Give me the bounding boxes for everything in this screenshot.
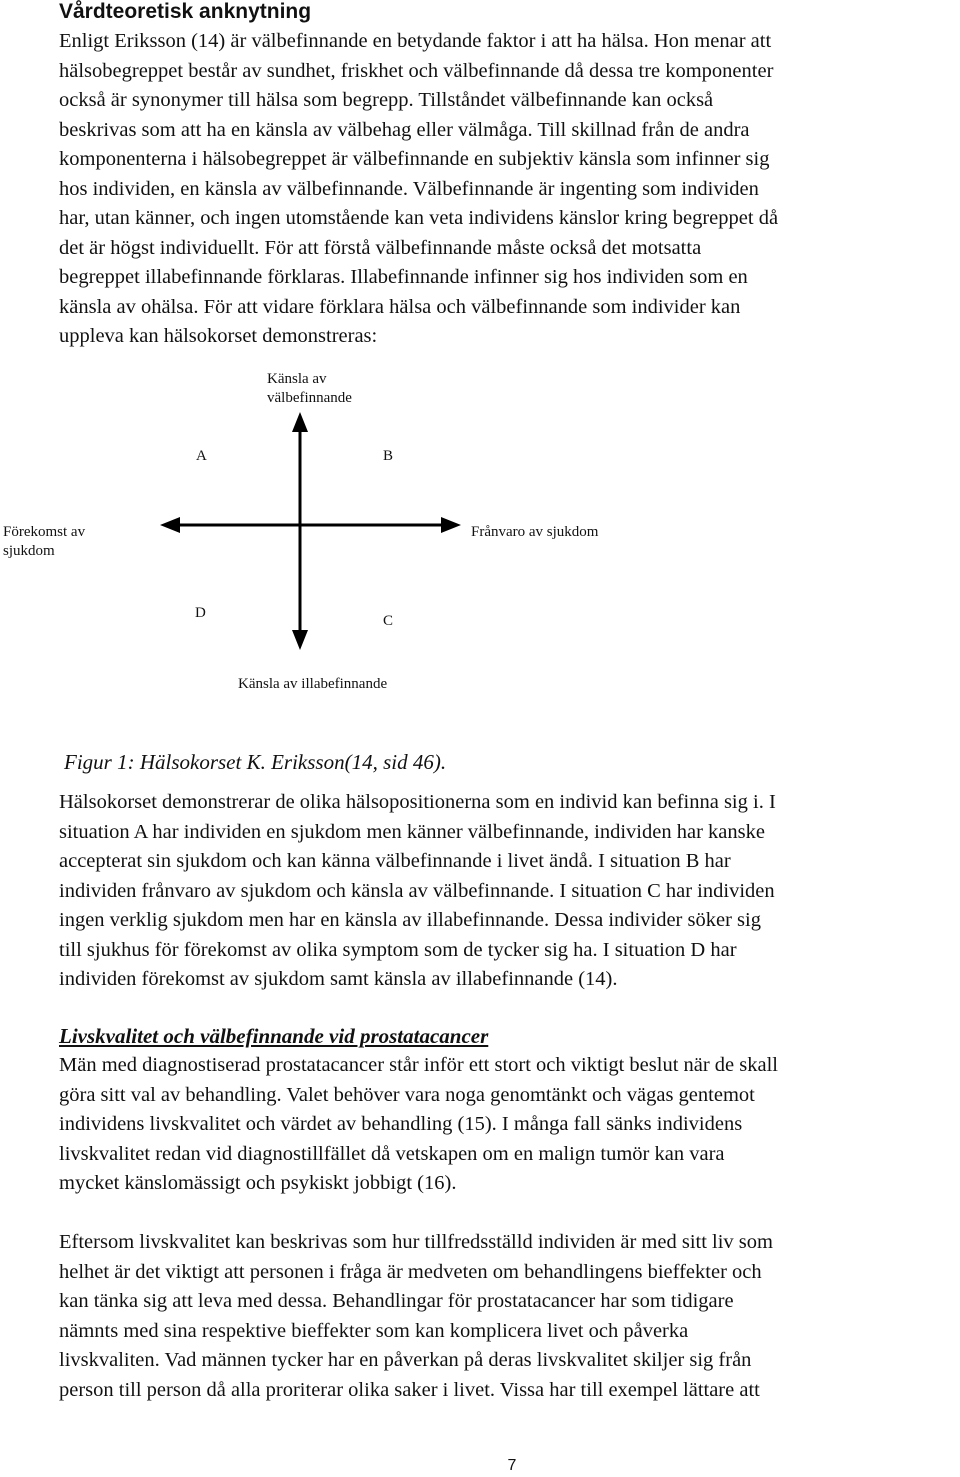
text-line: individen frånvaro av sjukdom och känsla av välbefinnande. I situation C har individen [59,879,775,902]
figure-caption: Figur 1: Hälsokorset K. Eriksson(14, sid 46). [64,750,447,774]
text-line: Eftersom livskvalitet kan beskrivas som hur tillfredsställd individen är med sitt liv som [59,1231,773,1253]
text-line: till sjukhus för förekomst av olika symptom som de tycker sig ha. I situation D har [59,938,737,961]
text-line: mycket känslomässigt och psykiskt jobbigt (16). [59,1172,457,1194]
text-line: livskvaliten. Vad männen tycker har en påverkan på deras livskvalitet skiljer sig från [59,1349,752,1371]
quadrant-c-label: C [383,613,394,629]
quadrant-a-label: A [196,448,207,464]
arrow-up-icon [292,412,308,432]
text-line: känsla av ohälsa. För att vidare förklara hälsa och välbefinnande som individer kan [59,295,741,318]
text-line: begreppet illabefinnande förklaras. Illabefinnande infinner sig hos individen som en [59,266,748,288]
text-line: livskvalitet redan vid diagnostillfället då vetskapen om en malign tumör kan vara [59,1142,725,1165]
arrow-right-icon [441,517,461,533]
text-line: har, utan känner, och ingen utomstående kan veta individens känslor kring begreppet då [59,207,779,229]
text-line: hos individen, en känsla av välbefinnande. Välbefinnande är ingenting som individen [59,177,759,200]
paragraph-eriksson [59,27,959,352]
text-line: ingen verklig sjukdom men har en känsla av illabefinnande. Dessa individer söker sig [59,909,761,931]
section-heading-livskvalitet: Livskvalitet och välbefinnande vid prostatacancer [59,1024,489,1048]
text-line: accepterat sin sjukdom och kan känna välbefinnande i livet ändå. I situation B har [59,850,731,872]
quadrant-b-label: B [383,448,394,464]
section-heading-vardteoretisk: Vårdteoretisk anknytning [59,0,312,23]
text-line: beskrivas som att ha en känsla av välbehag eller välmåga. Till skillnad från de andra [59,118,750,141]
text-line: göra sitt val av behandling. Valet behöver vara noga genomtänkt och vägas gentemot [59,1083,755,1106]
text-line: Män med diagnostiserad prostatacancer står inför ett stort och viktigt beslut när de skall [59,1054,779,1076]
text-line: nämnts med sina respektive bieffekter som kan komplicera livet och påverka [59,1319,689,1342]
text-line: också är synonymer till hälsa som begrepp. Tillståndet välbefinnande kan också [59,89,714,111]
halsokorset-diagram [0,360,960,700]
arrow-left-icon [160,517,180,533]
text-line: uppleva kan hälsokorset demonstreras: [59,325,378,347]
text-line: helhet är det viktigt att personen i fråga är medveten om behandlingens bieffekter och [59,1260,762,1283]
text-line: person till person då alla proriterar olika saker i livet. Vissa har till exempel lättare att [59,1378,760,1401]
paragraph-prostatacancer [59,1051,959,1199]
page-number: 7 [507,1457,517,1474]
label-forekomst-av-sjukdom: Förekomst av sjukdom [3,524,86,559]
text-line: komponenterna i hälsobegreppet är välbefinnande en subjektiv känsla som infinner sig [59,148,770,170]
label-kansla-av-illabefinnande: Känsla av illabefinnande [238,676,388,692]
text-line: Hälsokorset demonstrerar de olika hälsopositionerna som en individ kan befinna sig i. I [59,791,776,813]
quadrant-d-label: D [195,605,206,621]
arrow-down-icon [292,630,308,650]
text-line: Enligt Eriksson (14) är välbefinnande en betydande faktor i att ha hälsa. Hon menar att [59,30,772,52]
paragraph-livskvalitet-helhet [59,1228,959,1405]
text-line: situation A har individen en sjukdom men känner välbefinnande, individen har kanske [59,820,765,843]
text-line: individens livskvalitet och värdet av behandling (15). I många fall sänks individens [59,1113,743,1135]
text-line: individen förekomst av sjukdom samt känsla av illabefinnande (14). [59,968,618,990]
label-franvaro-av-sjukdom: Frånvaro av sjukdom [471,524,599,540]
text-line: det är högst individuellt. För att förstå välbefinnande måste också det motsatta [59,236,702,259]
text-line: kan tänka sig att leva med dessa. Behandlingar för prostatacancer har som tidigare [59,1290,734,1312]
paragraph-halsokorset-explanation [59,788,959,995]
text-line: hälsobegreppet består av sundhet, friskhet och välbefinnande då dessa tre komponenter [59,59,774,82]
label-kansla-av-valbefinnande: Känsla av välbefinnande [267,371,352,406]
